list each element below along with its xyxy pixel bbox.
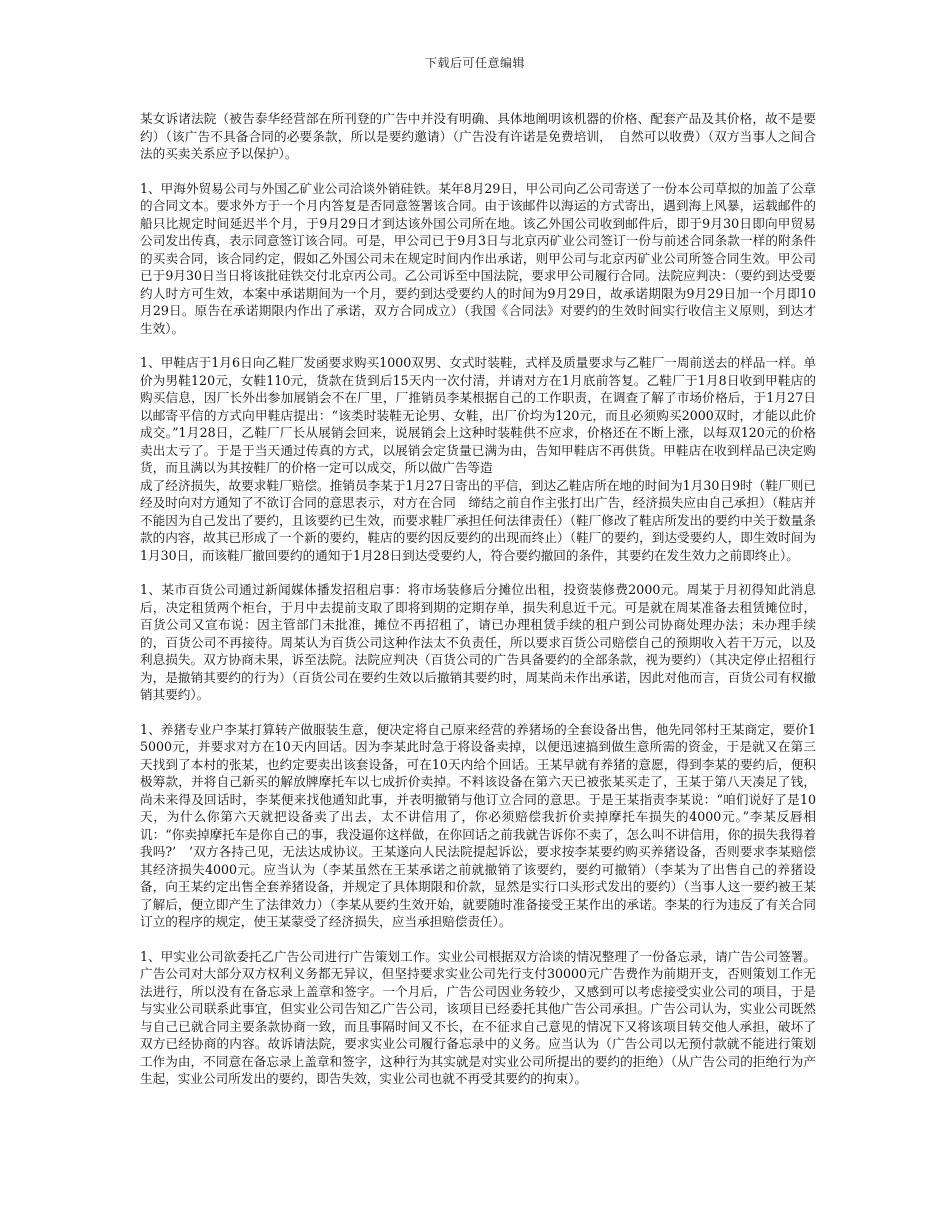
paragraph-advertising-case: 1、甲实业公司欲委托乙广告公司进行广告策划工作。实业公司根据双方洽谈的情况整理了一份备忘录，请广告公司签署。广告公司对大部分双方权利义务都无异议，但坚持要求实业公司先行支付30000元广告费作为前期开支，否则策划工作无法进行，所以没有在备忘录上盖章和签字。一个月后，广告公司因业务较少，又感到可以考虑接受实业公司的项目，于是与实业公司联系此事宜，但实业公司告知乙广告公司，该项目已经委托其他广告公司承担。广告公司认为，实业公司既然与自己已就合同主要条款协商一致，而且事隔时间又不长，在不征求自己意见的情况下又将该项目转交他人承担，破坏了双方已经协商的内容。故诉请法院，要求实业公司履行备忘录中的义务。应当认为（广告公司以无预付款就不能进行策划工作为由，不同意在备忘录上盖章和签字，这种行为其实就是对实业公司所提出的要约的拒绝）（从广告公司的拒绝行为产生起，实业公司所发出的要约，即告失效，实业公司也就不再受其要约的拘束）。 — [140, 948, 816, 1086]
page-header-note: 下载后可任意编辑 — [424, 56, 525, 70]
paragraph-pig-farm-case: 1、养猪专业户李某打算转产做服装生意，便决定将自己原来经营的养猪场的全套设备出售，他先同邻村王某商定，要价15000元，并要求对方在10天内回话。因为李某此时急于将设备卖掉，以便迅速搞到做生意所需的资金，于是就又在第三天找到了本村的张某，也约定要卖出该套设备，可在10天内给个回话。王某早就有养猪的意愿，得到李某的要约后，便积极筹款，并将自己新买的解放牌摩托车以七成折价卖掉。不料该设备在第六天已被张某买走了，王某于第八天凑足了钱，尚未来得及回话时，李某便来找他通知此事，并表明撤销与他订立合同的意思。于是王某指责李某说：“咱们说好了是10天，为什么你第六天就把设备卖了出去，太不讲信用了，你必须赔偿我折价卖掉摩托车损失的4000元。”李某反唇相讥：“你卖掉摩托车是你自己的事，我没逼你这样做，在你回话之前我就告诉你不卖了，怎么叫不讲信用，你的损失我得着我吗?’ ’双方各持己见，无法达成协议。王某遂向人民法院提起诉讼，要求按李某要约购买养猪设备，否则要求李某赔偿其经济损失4000元。应当认为（李某虽然在王某承诺之前就撤销了该要约，要约可撤销）（李某为了出售自己的养猪设备，向王某约定出售全套养猪设备，并规定了具体期限和价款，显然是实行口头形式发出的要约）（当事人这一要约被王某了解后，便立即产生了法律效力）（李某从要约生效开始，就要随时准备接受王某作出的承诺。李某的行为违反了有关合同订立的程序的规定，使王某蒙受了经济损失，应当承担赔偿责任）。 — [140, 721, 816, 929]
document-body — [140, 110, 816, 1105]
paragraph-silicon-iron-case: 1、甲海外贸易公司与外国乙矿业公司洽谈外销硅铁。某年8月29日，甲公司向乙公司寄送了一份本公司草拟的加盖了公章的合同文本。要求外方于一个月内答复是否同意签署该合同。由于该邮件以海运的方式寄出，遇到海上风暴，运载邮件的船只比规定时间延迟半个月，于9月29日才到达该外国公司所在地。该乙外国公司收到邮件后，即于9月30日即向甲贸易公司发出传真，表示同意签订该合同。可是，甲公司已于9月3日与北京丙矿业公司签订一份与前述合同条款一样的附条件的买卖合同，该合同约定，假如乙外国公司未在规定时间内作出承诺，则甲公司与北京丙矿业公司所签合同生效。甲公司已于9月30日当日将该批硅铁交付北京丙公司。乙公司诉至中国法院，要求甲公司履行合同。法院应判决：（要约到达受要约人时方可生效，本案中承诺期间为一个月，要约到达受要约人的时间为9月29日，故承诺期限为9月29日加一个月即10月29日。原告在承诺期限内作出了承诺，双方合同成立）（我国《合同法》对要约的生效时间实行收信主义原则，到达才生效）。 — [140, 180, 816, 336]
paragraph-shoe-store-case: 1、甲鞋店于1月6日向乙鞋厂发函要求购买1000双男、女式时装鞋，式样及质量要求与乙鞋厂一周前送去的样品一样。单价为男鞋120元，女鞋110元，货款在货到后15天内一次付清，并请对方在1月底前答复。乙鞋厂于1月8日收到甲鞋店的购买信息，因厂长外出参加展销会不在厂里，厂推销员李某根据自己的工作职责，在调查了解了市场价格后，于1月27日以邮寄平信的方式向甲鞋店提出：“该类时装鞋无论男、女鞋，出厂价均为120元，而且必须购买2000双时，才能以此价成交。”1月28日，乙鞋厂厂长从展销会回来，说展销会上这种时装鞋供不应求，价格还在不断上涨，以每双120元的价格卖出太亏了。于是于当天通过传真的方式，以展销会定货量已满为由，告知甲鞋店不再供货。甲鞋店在收到样品已决定购货，而且满以为其按鞋厂的价格一定可以成交，所以做广告等造 成了经济损失，故要求鞋厂赔偿。推销员李某于1月27日寄出的平信，到达乙鞋店所在地的时间为1月30日9时（鞋厂则已经及时向对方通知了不欲订合同的意思表示，对方在合同 缔结之前自作主张打出广告，经济损失应由自己承担）（鞋店并不能因为自己发出了要约，且该要约已生效，而要求鞋厂承担任何法律责任）（鞋厂修改了鞋店所发出的要约中关于数量条款的内容，故其已形成了一个新的要约，鞋店的要约因反要约的出现而终止）（鞋厂的要约，到达受要约人，即生效时间为1月30日，而该鞋厂撤回要约的通知于1月28日到达受要约人，符合要约撤回的条件，其要约在发生效力之前即终止）。 — [140, 355, 816, 563]
paragraph-department-store-case: 1、某市百货公司通过新闻媒体播发招租启事：将市场装修后分摊位出租，投资装修费2000元。周某于月初得知此消息后，决定租赁两个柜台，于月中去提前支取了即将到期的定期存单，损失利息近千元。可是就在周某准备去租赁摊位时，百货公司又宣布说：因主管部门未批准，摊位不再招租了，请已办理租赁手续的租户到公司协商处理办法；未办理手续的，百货公司不再接待。周某认为百货公司这种作法太不负责任，所以要求百货公司赔偿自己的预期收入若干万元，以及利息损失。双方协商未果，诉至法院。法院应判决（百货公司的广告具备要约的全部条款，视为要约）（其决定停止招租行为，是撤销其要约的行为）（百货公司在要约生效以后撤销其要约时，周某尚未作出承诺，因此对他而言，百货公司有权撤销其要约）。 — [140, 582, 816, 702]
paragraph-intro-case: 某女诉诸法院（被告泰华经营部在所刊登的广告中并没有明确、具体地阐明该机器的价格、配套产品及其价格，故不是要约）（该广告不具备合同的必要条款，所以是要约邀请）（广告没有许诺是免费培训， 自然可以收费）（双方当事人之间合法的买卖关系应予以保护）。 — [140, 111, 816, 161]
